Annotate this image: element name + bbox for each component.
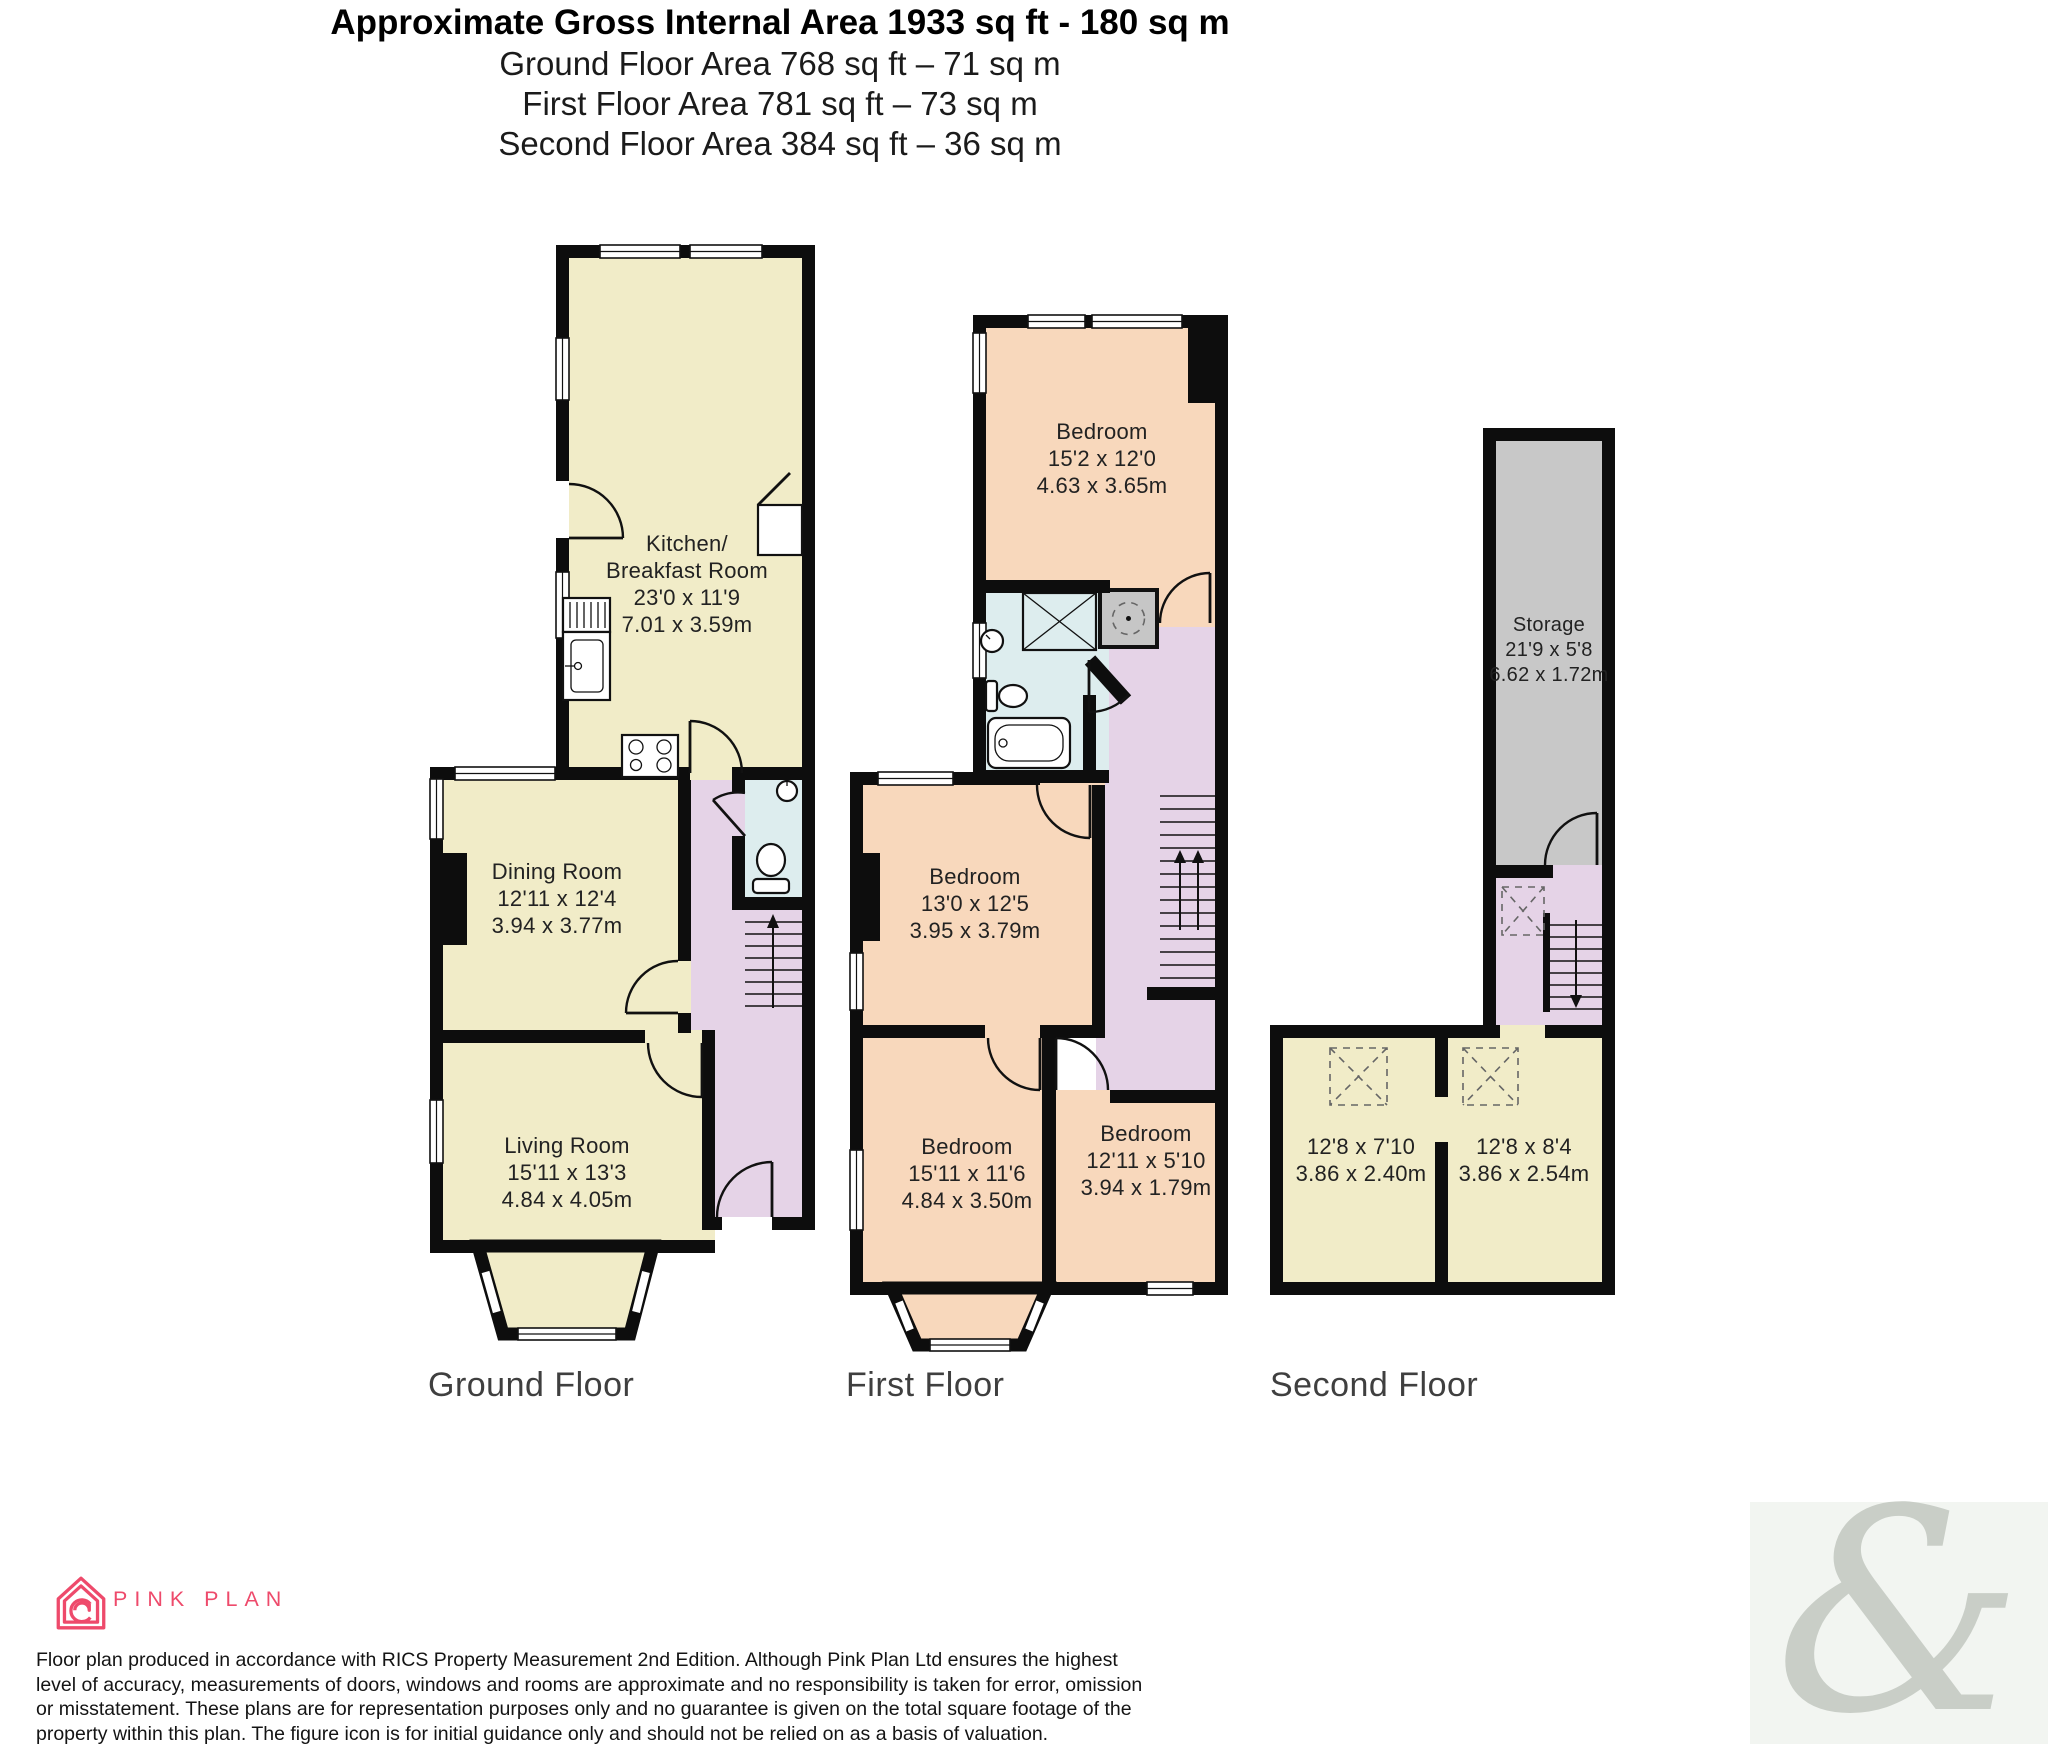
bedroom1-label: Bedroom 15'2 x 12'0 4.63 x 3.65m — [1036, 419, 1168, 498]
first-floor-caption: First Floor — [846, 1366, 1005, 1404]
kitchen-dims-ft: 23'0 x 11'9 — [633, 585, 741, 610]
kitchen-dims-m: 7.01 x 3.59m — [621, 612, 753, 637]
first-floor-area-line: First Floor Area 781 sq ft – 73 sq m — [522, 85, 1038, 122]
bedroom3-label: Bedroom 15'11 x 11'6 4.84 x 3.50m — [901, 1134, 1033, 1213]
bedroom4-label: Bedroom 12'11 x 5'10 3.94 x 1.79m — [1080, 1121, 1212, 1200]
second-floor-area-line: Second Floor Area 384 sq ft – 36 sq m — [498, 125, 1062, 162]
brand-name: PINK PLAN — [113, 1587, 289, 1611]
second-floor-caption: Second Floor — [1270, 1366, 1479, 1404]
second-room-left-label: 12'8 x 7'10 3.86 x 2.40m — [1295, 1134, 1427, 1186]
bathtub-icon — [988, 718, 1070, 768]
cylinder-icon — [1100, 590, 1157, 647]
kitchen-name-2: Breakfast Room — [606, 558, 768, 583]
page-title: Approximate Gross Internal Area 1933 sq ft - 180 sq m — [330, 3, 1230, 42]
dining-label: Dining Room 12'11 x 12'4 3.94 x 3.77m — [491, 859, 623, 938]
wc-toilet-icon — [753, 844, 789, 893]
wc-basin-icon — [777, 781, 797, 801]
kitchen-label — [606, 530, 768, 638]
ground-floor-caption: Ground Floor — [428, 1366, 635, 1404]
living-label: Living Room 15'11 x 13'3 4.84 x 4.05m — [501, 1133, 633, 1212]
bedroom2-label: Bedroom 13'0 x 12'5 3.95 x 3.79m — [909, 864, 1041, 943]
disclaimer-text: Floor plan produced in accordance with RICS Property Measurement 2nd Edition. Although Pink Plan Ltd ensures the highest level of accuracy, measurements of doors, windows and rooms are approximate and no responsibility is taken for error, omission or misstatement. These plans are for representation purposes only and no guarantee is given on the total square footage of the property within this plan. The figure icon is for initial guidance only and should not be relied on as a basis of valuation. — [36, 1649, 1143, 1744]
ground-floor-area-line: Ground Floor Area 768 sq ft – 71 sq m — [499, 45, 1061, 82]
kitchen-sink-icon — [563, 598, 610, 700]
hallway-lower — [702, 1030, 802, 1217]
landing-lower — [1096, 783, 1228, 1103]
living-bay-window — [478, 1246, 653, 1334]
bathroom-basin-icon — [981, 630, 1003, 652]
pink-plan-logo-icon — [50, 1572, 112, 1634]
stove-icon — [622, 735, 678, 777]
storage-label: Storage 21'9 x 5'8 6.62 x 1.72m — [1489, 614, 1609, 686]
shower-icon — [1023, 593, 1096, 650]
landing-upper — [1109, 627, 1228, 783]
ampersand-watermark: & — [1774, 1450, 2024, 1744]
second-room-right-label: 12'8 x 8'4 3.86 x 2.54m — [1458, 1134, 1590, 1186]
bedroom3-bay-window — [892, 1288, 1047, 1345]
kitchen-name-1: Kitchen/ — [646, 531, 728, 556]
watermark-panel — [1750, 1450, 2048, 1744]
